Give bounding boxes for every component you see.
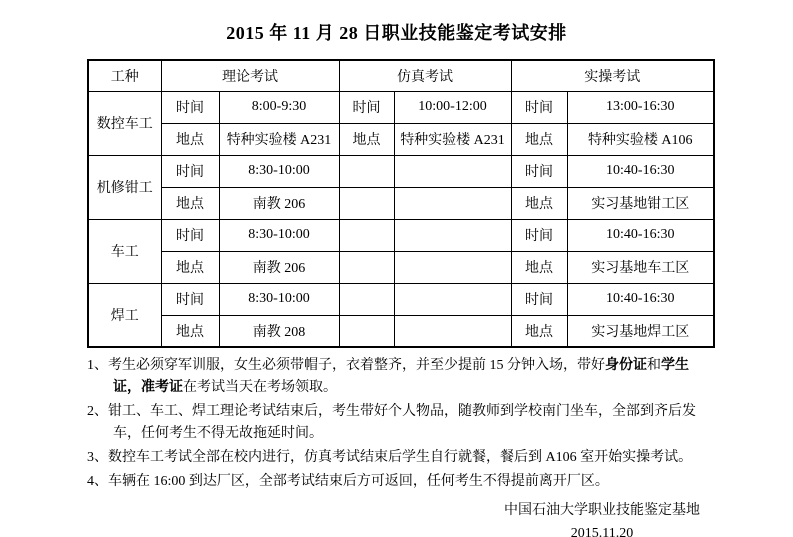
exam-schedule-table — [87, 59, 715, 348]
job-name-cell: 数控车工 — [88, 91, 161, 155]
note-text: 在考试当天在考场领取。 — [183, 380, 337, 395]
signature-date: 2015.11.20 — [570, 526, 634, 537]
time-label-cell: 时间 — [161, 283, 219, 315]
place-label-cell: 地点 — [511, 187, 567, 219]
place-label-cell: 地点 — [511, 315, 567, 347]
place-value-cell: 特种实验楼 A231 — [394, 123, 511, 155]
place-value-cell: 实习基地钳工区 — [567, 187, 714, 219]
place-label-cell: 地点 — [339, 123, 394, 155]
place-label-cell: 地点 — [161, 251, 219, 283]
place-label-cell: 地点 — [161, 315, 219, 347]
table-row — [88, 91, 714, 123]
place-value-cell: 特种实验楼 A106 — [567, 123, 714, 155]
time-label-cell: 时间 — [339, 91, 394, 123]
table-row — [88, 123, 714, 155]
place-value-cell: 南教 206 — [219, 187, 339, 219]
time-label-cell: 时间 — [161, 155, 219, 187]
note-3 — [87, 447, 715, 469]
header-exam-simulation: 仿真考试 — [339, 60, 511, 91]
note-text-bold: 学生证，准考证 — [113, 358, 689, 395]
place-value-cell — [394, 251, 511, 283]
page-title: 2015 年 11 月 28 日职业技能鉴定考试安排 — [226, 23, 567, 43]
place-value-cell: 特种实验楼 A231 — [219, 123, 339, 155]
place-value-cell — [394, 315, 511, 347]
table-row — [88, 283, 714, 315]
time-label-cell — [339, 155, 394, 187]
header-exam-theory: 理论考试 — [161, 60, 339, 91]
time-value-cell: 8:00-9:30 — [219, 91, 339, 123]
time-label-cell: 时间 — [161, 91, 219, 123]
place-label-cell — [339, 315, 394, 347]
table-row — [88, 219, 714, 251]
time-value-cell: 10:40-16:30 — [567, 283, 714, 315]
header-job-type: 工种 — [88, 60, 161, 91]
header-exam-practical: 实操考试 — [511, 60, 714, 91]
note-text: 1、考生必须穿军训服，女生必须带帽子，衣着整齐，并至少提前 15 分钟入场，带好 — [87, 358, 605, 373]
signature-block — [0, 499, 700, 537]
place-label-cell: 地点 — [161, 187, 219, 219]
note-4 — [87, 471, 715, 493]
time-value-cell: 8:30-10:00 — [219, 155, 339, 187]
job-name-cell: 焊工 — [88, 283, 161, 347]
time-label-cell: 时间 — [161, 219, 219, 251]
note-text: 3、数控车工考试全部在校内进行，仿真考试结束后学生自行就餐，餐后到 A106 室开始实操考试。 — [87, 450, 693, 465]
time-value-cell: 13:00-16:30 — [567, 91, 714, 123]
place-label-cell — [339, 251, 394, 283]
note-text-bold: 身份证 — [605, 358, 647, 373]
time-value-cell: 10:40-16:30 — [567, 219, 714, 251]
place-label-cell: 地点 — [511, 123, 567, 155]
note-text: 和 — [647, 358, 661, 373]
place-value-cell: 实习基地车工区 — [567, 251, 714, 283]
time-label-cell — [339, 219, 394, 251]
time-label-cell: 时间 — [511, 155, 567, 187]
place-value-cell — [394, 187, 511, 219]
time-label-cell: 时间 — [511, 91, 567, 123]
time-label-cell: 时间 — [511, 219, 567, 251]
organization-name: 中国石油大学职业技能鉴定基地 — [504, 503, 700, 518]
notes-section — [87, 355, 715, 493]
note-1 — [87, 355, 715, 399]
table-row — [88, 315, 714, 347]
job-name-cell: 机修钳工 — [88, 155, 161, 219]
time-value-cell: 8:30-10:00 — [219, 219, 339, 251]
time-value-cell — [394, 155, 511, 187]
table-header-row — [88, 60, 714, 91]
time-label-cell: 时间 — [511, 283, 567, 315]
time-value-cell: 8:30-10:00 — [219, 283, 339, 315]
place-label-cell — [339, 187, 394, 219]
place-value-cell: 南教 206 — [219, 251, 339, 283]
note-2 — [87, 401, 715, 445]
table-row — [88, 155, 714, 187]
time-value-cell — [394, 283, 511, 315]
time-value-cell: 10:00-12:00 — [394, 91, 511, 123]
place-value-cell: 南教 208 — [219, 315, 339, 347]
table-row — [88, 251, 714, 283]
note-text: 4、车辆在 16:00 到达厂区，全部考试结束后方可返回，任何考生不得提前离开厂区。 — [87, 474, 609, 489]
place-value-cell: 实习基地焊工区 — [567, 315, 714, 347]
time-value-cell: 10:40-16:30 — [567, 155, 714, 187]
note-text: 2、钳工、车工、焊工理论考试结束后，考生带好个人物品，随教师到学校南门坐车，全部到齐后发车，任何考生不得无故拖延时间。 — [87, 404, 696, 441]
table-row — [88, 187, 714, 219]
place-label-cell: 地点 — [511, 251, 567, 283]
place-label-cell: 地点 — [161, 123, 219, 155]
time-value-cell — [394, 219, 511, 251]
time-label-cell — [339, 283, 394, 315]
job-name-cell: 车工 — [88, 219, 161, 283]
